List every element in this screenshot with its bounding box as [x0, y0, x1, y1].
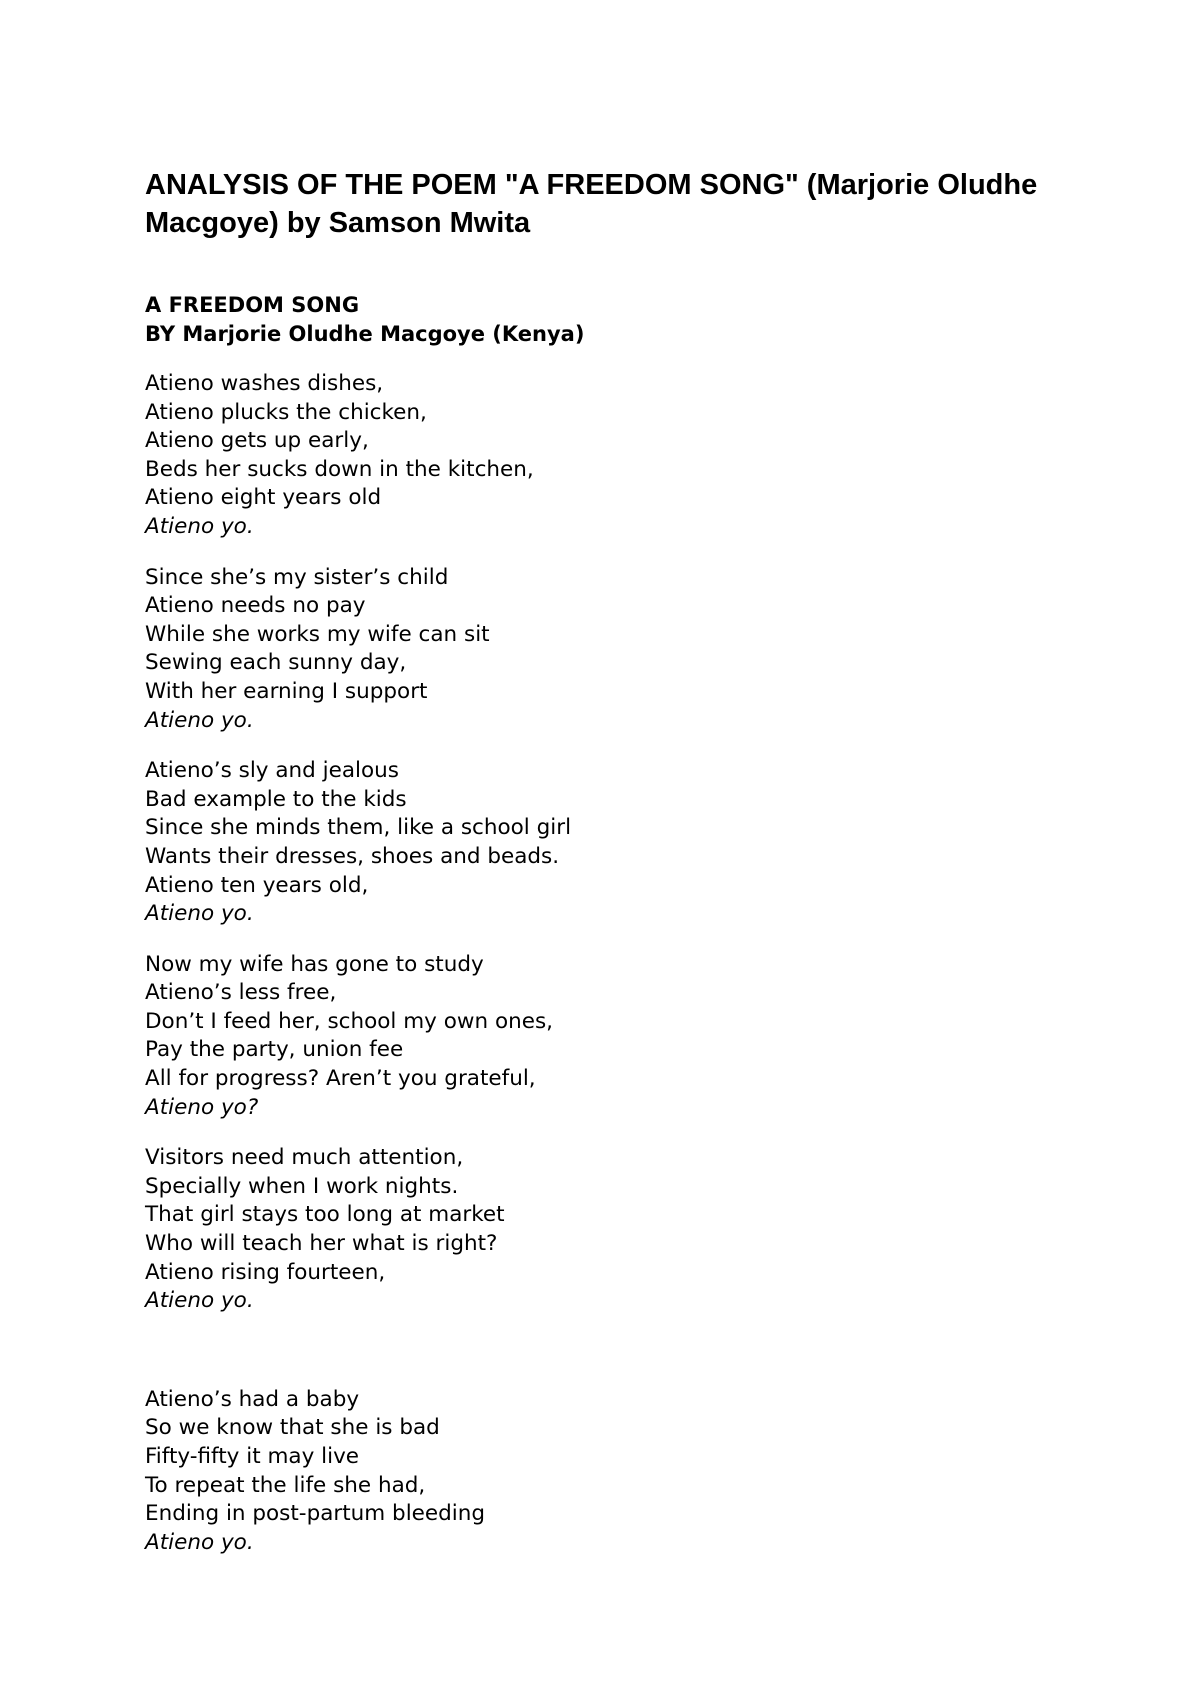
poem-line: Fifty-fifty it may live: [145, 1444, 360, 1469]
poem-line: Atieno ten years old,: [145, 872, 369, 898]
poem-line: Bad example to the kids: [145, 786, 407, 812]
poem-line: To repeat the life she had,: [145, 1472, 426, 1498]
poem-heading: [145, 291, 1075, 349]
poem-line: Atieno plucks the chicken,: [145, 399, 427, 425]
poem-line: Since she’s my sister’s child: [145, 564, 449, 590]
poem-line: Visitors need much attention,: [145, 1145, 464, 1171]
poem-line: Who will teach her what is right?: [145, 1231, 498, 1257]
poem-line: With her earning I support: [145, 678, 428, 704]
poem-line: Pay the party, union fee: [145, 1037, 404, 1063]
refrain-line: Atieno yo.: [145, 513, 254, 539]
poem-line: Atieno’s less free,: [145, 980, 337, 1006]
refrain-line: Atieno yo.: [145, 707, 254, 733]
poem-line: Since she minds them, like a school girl: [145, 815, 572, 841]
poem-line: Atieno needs no pay: [145, 593, 366, 619]
poem-line: So we know that she is bad: [145, 1415, 440, 1441]
poem-line: All for progress? Aren’t you grateful,: [145, 1066, 536, 1092]
poem-line: Beds her sucks down in the kitchen,: [145, 456, 534, 482]
document-title: ANALYSIS OF THE POEM "A FREEDOM SONG" (Marjorie Oludhe Macgoye) by Samson Mwita: [145, 169, 1038, 239]
refrain-line: Atieno yo.: [145, 1529, 254, 1555]
poem-line: While she works my wife can sit: [145, 621, 490, 647]
poem-line: Don’t I feed her, school my own ones,: [145, 1008, 553, 1034]
stanza-3: [145, 757, 1075, 929]
poem-line: Now my wife has gone to study: [145, 951, 484, 977]
poem-line: Sewing each sunny day,: [145, 650, 407, 676]
poem-line: Atieno’s had a baby: [145, 1386, 360, 1412]
document-page: [145, 166, 1075, 1557]
poem-title: A FREEDOM SONG: [145, 293, 360, 317]
poem-line: Atieno gets up early,: [145, 428, 369, 454]
poem-line: Atieno washes dishes,: [145, 371, 384, 396]
poem-line: Specially when I work nights.: [145, 1173, 459, 1199]
refrain-line: Atieno yo?: [145, 1094, 259, 1120]
poem-line: Atieno’s sly and jealous: [145, 758, 399, 784]
refrain-line: Atieno yo.: [145, 901, 254, 927]
poem-line: Atieno rising fourteen,: [145, 1259, 386, 1285]
stanza-5: [145, 1144, 1075, 1316]
stanza-6: [145, 1386, 1075, 1558]
poem-line: That girl stays too long at market: [145, 1202, 505, 1228]
poem-line: Ending in post-partum bleeding: [145, 1501, 486, 1527]
poem-line: Atieno eight years old: [145, 485, 382, 511]
stanza-1: [145, 370, 1075, 542]
poem-body: [145, 370, 1075, 1557]
stanza-4: [145, 951, 1075, 1123]
poem-author: BY Marjorie Oludhe Macgoye (Kenya): [145, 322, 585, 346]
poem-line: Wants their dresses, shoes and beads.: [145, 843, 560, 869]
refrain-line: Atieno yo.: [145, 1288, 254, 1314]
stanza-2: [145, 564, 1075, 736]
